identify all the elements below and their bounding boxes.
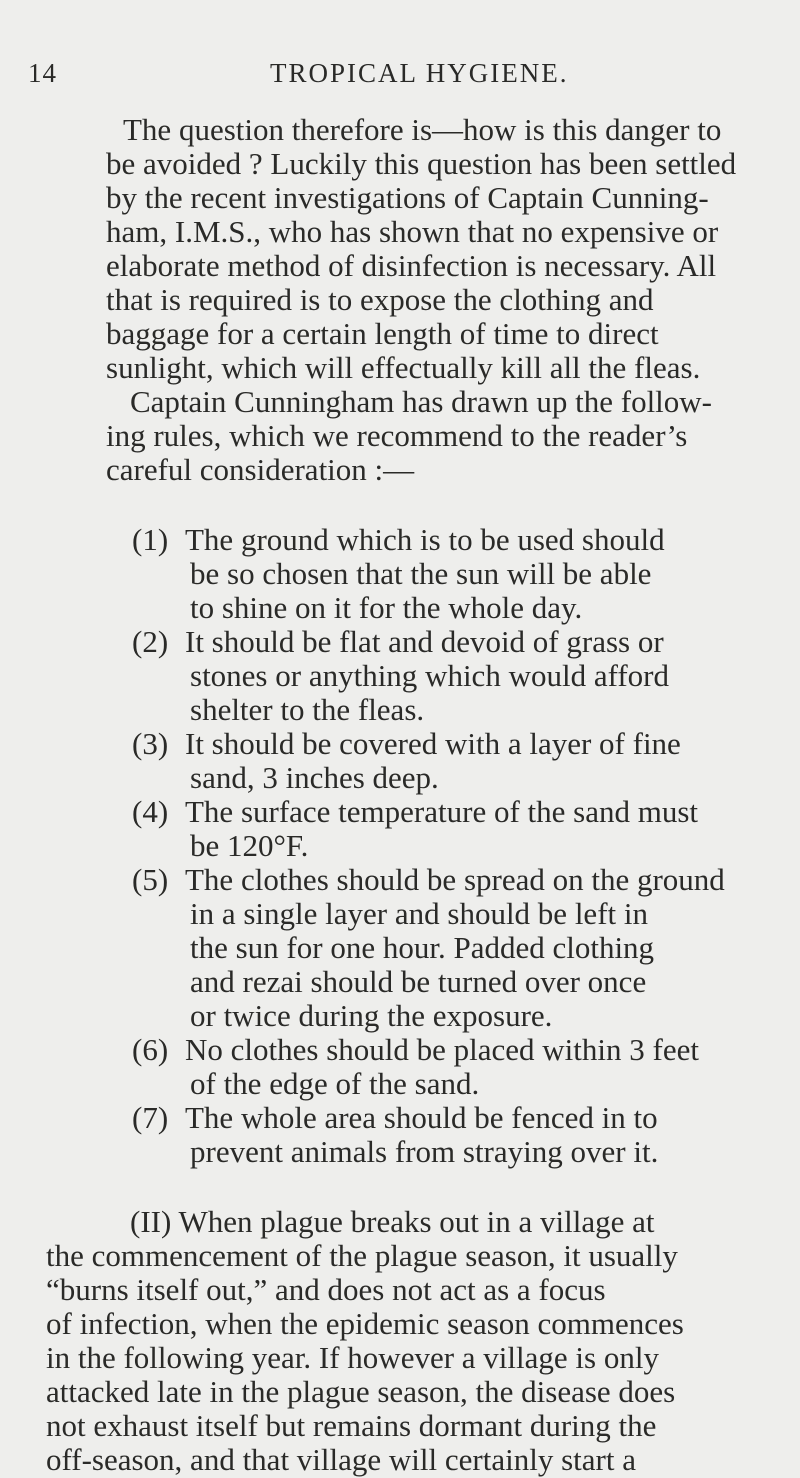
rule-line: or twice during the exposure. — [190, 998, 553, 1033]
rule-line: It should be covered with a layer of fine — [185, 726, 681, 761]
rule-line: be 120°F. — [190, 828, 309, 863]
text-line: (II) When plague breaks out in a village at — [130, 1204, 655, 1239]
page-number: 14 — [28, 58, 57, 88]
text-line: “burns itself out,” and does not act as a focus — [46, 1272, 606, 1307]
rule-line: It should be flat and devoid of grass or — [185, 624, 664, 659]
rule-number: (3) — [132, 726, 169, 761]
rule-line: The ground which is to be used should — [185, 522, 665, 557]
text-line: ing rules, which we recommend to the reader’s — [106, 418, 688, 453]
text-line: that is required is to expose the clothing and — [106, 282, 654, 317]
text-line: by the recent investigations of Captain Cunning- — [106, 180, 709, 215]
rule-line: The surface temperature of the sand must — [185, 794, 699, 829]
text-line: ham, I.M.S., who has shown that no expensive or — [106, 214, 719, 249]
rule-number: (7) — [132, 1100, 169, 1135]
rule-number: (1) — [132, 522, 169, 557]
rule-line: be so chosen that the sun will be able — [190, 556, 652, 591]
rule-line: No clothes should be placed within 3 feet — [185, 1032, 699, 1067]
text-line: careful consideration :— — [106, 452, 415, 487]
running-title: TROPICAL HYGIENE. — [270, 58, 569, 88]
text-line: The question therefore is—how is this danger to — [123, 112, 722, 147]
rule-number: (4) — [132, 794, 169, 829]
rule-line: and rezai should be turned over once — [190, 964, 647, 999]
text-line: not exhaust itself but remains dormant during the — [46, 1408, 657, 1443]
text-line: off-season, and that village will certainly start a — [46, 1442, 636, 1477]
rule-line: The clothes should be spread on the ground — [185, 862, 725, 897]
rule-line: shelter to the fleas. — [190, 692, 425, 727]
rule-number: (6) — [132, 1032, 169, 1067]
text-line: baggage for a certain length of time to direct — [106, 316, 659, 351]
rule-line: prevent animals from straying over it. — [190, 1134, 659, 1169]
text-line: in the following year. If however a village is only — [46, 1340, 659, 1375]
rule-number: (2) — [132, 624, 169, 659]
text-line: the commencement of the plague season, it usually — [46, 1238, 678, 1273]
rule-line: sand, 3 inches deep. — [190, 760, 439, 795]
text-line: of infection, when the epidemic season commences — [46, 1306, 684, 1341]
text-line: elaborate method of disinfection is necessary. All — [106, 248, 717, 283]
text-line: Captain Cunningham has drawn up the follow- — [130, 384, 713, 419]
rule-line: to shine on it for the whole day. — [190, 590, 583, 625]
rule-line: in a single layer and should be left in — [190, 896, 648, 931]
rule-line: The whole area should be fenced in to — [185, 1100, 658, 1135]
rule-line: stones or anything which would afford — [190, 658, 669, 693]
text-line: attacked late in the plague season, the disease does — [46, 1374, 676, 1409]
text-line: be avoided ? Luckily this question has been settled — [106, 146, 737, 181]
rule-line: the sun for one hour. Padded clothing — [190, 930, 655, 965]
text-line: sunlight, which will effectually kill all the fleas. — [106, 350, 701, 385]
rule-line: of the edge of the sand. — [190, 1066, 480, 1101]
rule-number: (5) — [132, 862, 169, 897]
